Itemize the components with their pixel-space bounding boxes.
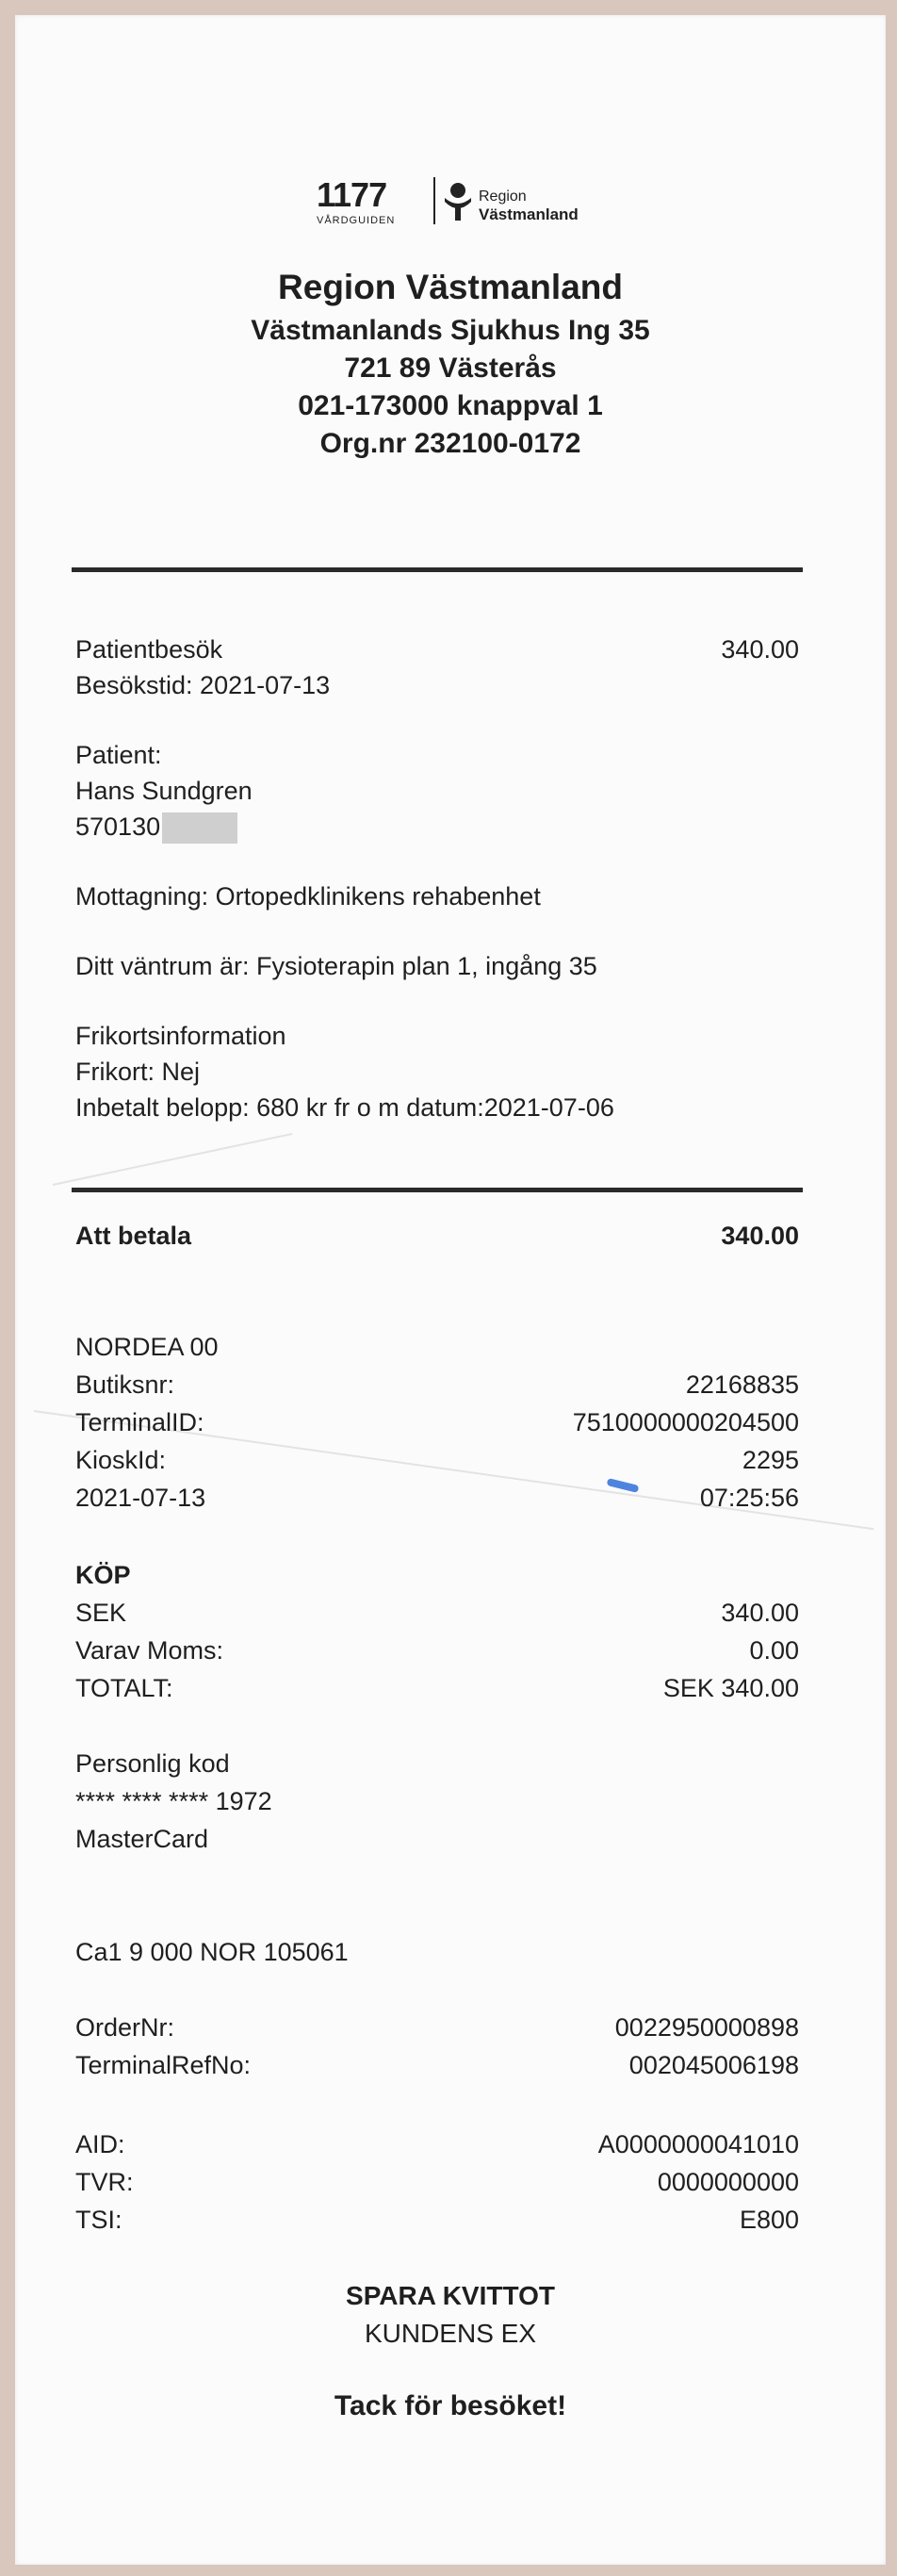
- total-amount: 340.00: [721, 1222, 799, 1250]
- purchase-title: KÖP: [75, 1561, 131, 1589]
- visit-type: Patientbesök: [75, 635, 223, 664]
- bank-row: [75, 1333, 799, 1365]
- vat-value: 0.00: [749, 1636, 799, 1665]
- region-emblem-icon: [441, 181, 475, 222]
- code-label-row: [75, 1749, 799, 1781]
- receipt-paper: [15, 15, 886, 2565]
- terminal-label: TerminalID:: [75, 1408, 204, 1436]
- reception: Mottagning: Ortopedklinikens rehabenhet: [75, 882, 541, 911]
- kiosk-value: 2295: [742, 1446, 799, 1474]
- masked-card-row: [75, 1787, 799, 1819]
- frikort-title-row: [75, 1022, 799, 1054]
- visit-time-row: [75, 671, 799, 703]
- logo-region-line2: Västmanland: [479, 205, 579, 223]
- logo: [317, 175, 599, 232]
- paid-amount: Inbetalt belopp: 680 kr fr o m datum:2021-07-06: [75, 1093, 614, 1122]
- store-label: Butiksnr:: [75, 1370, 175, 1399]
- aid-row: [75, 2130, 799, 2162]
- total-row: [75, 1222, 799, 1254]
- patient-id-row: [75, 812, 799, 845]
- transaction-date: 2021-07-13: [75, 1484, 206, 1512]
- visit-row: [75, 635, 799, 667]
- termref-label: TerminalRefNo:: [75, 2051, 252, 2079]
- transaction-time: 07:25:56: [699, 1484, 799, 1512]
- currency-value: 340.00: [721, 1599, 799, 1627]
- tvr-row: [75, 2168, 799, 2200]
- divider: [72, 1188, 803, 1192]
- order-label: OrderNr:: [75, 2013, 175, 2042]
- patient-id: 570130: [75, 812, 161, 841]
- patient-name-row: [75, 777, 799, 809]
- org-name: Region Västmanland: [278, 268, 623, 306]
- grand-total-value: SEK 340.00: [662, 1674, 799, 1702]
- card-brand-row: [75, 1825, 799, 1857]
- patient-label: Patient:: [75, 741, 162, 769]
- tsi-row: [75, 2206, 799, 2238]
- masked-card-number: **** **** **** 1972: [75, 1787, 272, 1815]
- vat-row: [75, 1636, 799, 1668]
- org-city: 721 89 Västerås: [344, 353, 557, 384]
- total-label: Att betala: [75, 1222, 192, 1250]
- order-row: [75, 2013, 799, 2045]
- org-number: Org.nr 232100-0172: [319, 428, 581, 459]
- card-reference: Ca1 9 000 NOR 105061: [75, 1938, 349, 1966]
- patient-name: Hans Sundgren: [75, 777, 253, 805]
- currency-row: [75, 1599, 799, 1631]
- logo-divider: [433, 177, 435, 224]
- paper-crease: [53, 1133, 293, 1186]
- divider: [72, 567, 803, 572]
- redaction-box: [162, 812, 237, 844]
- kiosk-row: [75, 1446, 799, 1478]
- store-row: [75, 1370, 799, 1403]
- logo-brand-sub: VÅRDGUIDEN: [317, 215, 396, 226]
- card-ref-row: [75, 1938, 799, 1970]
- patient-label-row: [75, 741, 799, 773]
- logo-region-line1: Region: [479, 189, 527, 205]
- tvr-label: TVR:: [75, 2168, 134, 2196]
- currency-label: SEK: [75, 1599, 127, 1627]
- aid-label: AID:: [75, 2130, 125, 2158]
- visit-amount: 340.00: [721, 635, 799, 664]
- org-address: Västmanlands Sjukhus Ing 35: [251, 315, 650, 346]
- visit-time: Besökstid: 2021-07-13: [75, 671, 331, 699]
- grand-total-label: TOTALT:: [75, 1674, 173, 1702]
- termref-row: [75, 2051, 799, 2083]
- waiting-room-row: [75, 952, 799, 984]
- terminal-value: 7510000000204500: [572, 1408, 799, 1436]
- kiosk-label: KioskId:: [75, 1446, 167, 1474]
- frikort-row: [75, 1058, 799, 1090]
- thank-you-note: Tack för besöket!: [334, 2390, 567, 2421]
- order-value: 0022950000898: [614, 2013, 799, 2042]
- paid-row: [75, 1093, 799, 1125]
- purchase-title-row: [75, 1561, 799, 1593]
- save-receipt-note: SPARA KVITTOT: [346, 2281, 555, 2310]
- frikort-status: Frikort: Nej: [75, 1058, 201, 1086]
- org-phone: 021-173000 knappval 1: [298, 390, 603, 421]
- tvr-value: 0000000000: [657, 2168, 799, 2196]
- aid-value: A0000000041010: [597, 2130, 799, 2158]
- logo-brand: 1177: [317, 175, 387, 214]
- card-brand: MasterCard: [75, 1825, 209, 1853]
- personal-code-label: Personlig kod: [75, 1749, 230, 1778]
- terminal-row: [75, 1408, 799, 1440]
- tsi-label: TSI:: [75, 2206, 122, 2234]
- bank-name: NORDEA 00: [75, 1333, 219, 1361]
- store-value: 22168835: [685, 1370, 799, 1399]
- reception-row: [75, 882, 799, 914]
- frikort-title: Frikortsinformation: [75, 1022, 286, 1050]
- datetime-row: [75, 1484, 799, 1516]
- grand-total-row: [75, 1674, 799, 1706]
- vat-label: Varav Moms:: [75, 1636, 224, 1665]
- customer-copy-note: KUNDENS EX: [364, 2319, 537, 2348]
- waiting-room: Ditt väntrum är: Fysioterapin plan 1, ingång 35: [75, 952, 597, 980]
- tsi-value: E800: [739, 2206, 799, 2234]
- termref-value: 002045006198: [628, 2051, 799, 2079]
